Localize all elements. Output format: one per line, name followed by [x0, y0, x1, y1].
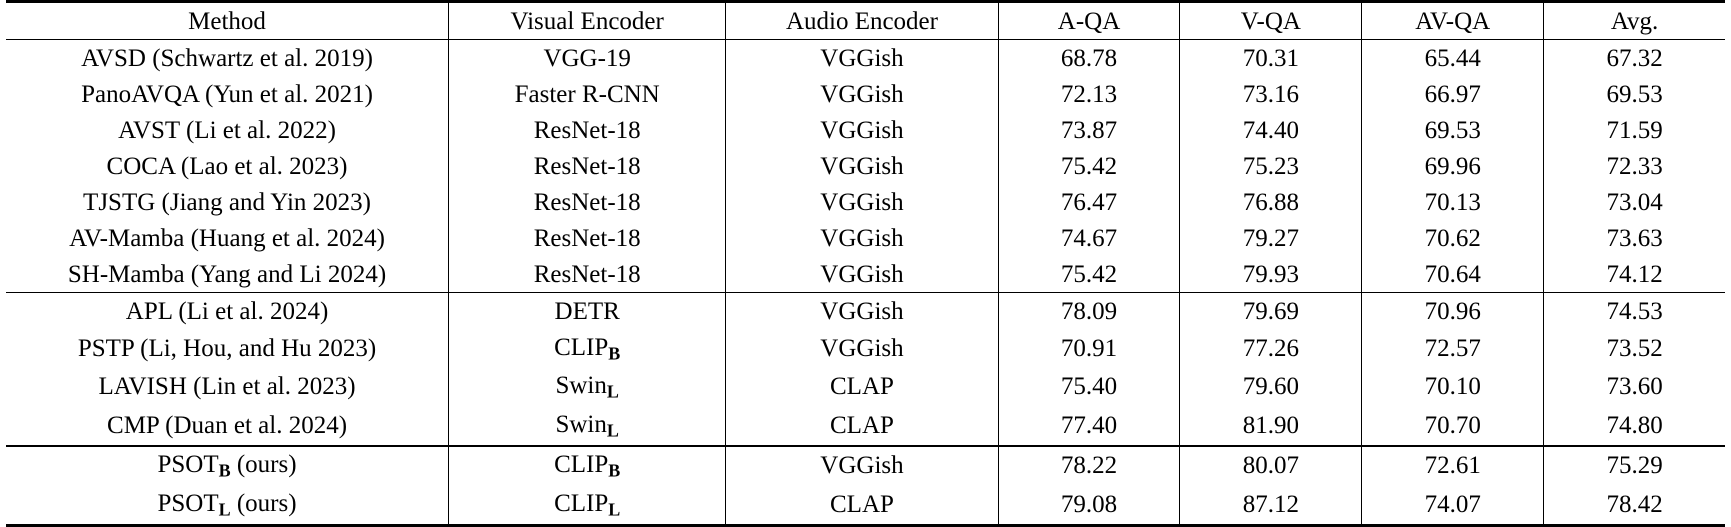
table-row: [6, 112, 1725, 148]
cell-audio-encoder: VGGish: [726, 184, 998, 220]
cell-av-qa: 74.07: [1362, 485, 1544, 525]
cell-a-qa: 68.78: [998, 40, 1180, 77]
cell-av-qa: 70.62: [1362, 220, 1544, 256]
cell-audio-encoder: CLAP: [726, 406, 998, 446]
cell-av-qa: 69.53: [1362, 112, 1544, 148]
cell-av-qa: 72.61: [1362, 446, 1544, 486]
cell-v-qa: 79.60: [1180, 368, 1362, 407]
column-header-av-qa: AV-QA: [1362, 2, 1544, 40]
cell-a-qa: 75.42: [998, 256, 1180, 293]
cell-avg: 69.53: [1606, 80, 1663, 108]
cell-method: PanoAVQA (Yun et al. 2021): [6, 76, 449, 112]
cell-method: PSTP (Li, Hou, and Hu 2023): [6, 329, 449, 368]
cell-audio-encoder: VGGish: [726, 329, 998, 368]
cell-v-qa: 70.31: [1180, 40, 1362, 77]
cell-method: COCA (Lao et al. 2023): [6, 148, 449, 184]
cell-audio-encoder: VGGish: [726, 293, 998, 330]
cell-av-qa: 70.13: [1362, 184, 1544, 220]
cell-v-qa: 74.40: [1180, 112, 1362, 148]
cell-audio-encoder: VGGish: [726, 76, 998, 112]
cell-avg: 73.60: [1606, 373, 1663, 401]
cell-audio-encoder: CLAP: [726, 485, 998, 525]
cell-method: CMP (Duan et al. 2024): [6, 406, 449, 446]
cell-a-qa: 78.22: [998, 446, 1180, 486]
table-row: [6, 368, 1725, 407]
column-header-method: Method: [6, 2, 449, 40]
table-row: [6, 40, 1725, 77]
table-row: [6, 329, 1725, 368]
cell-av-qa: 70.10: [1362, 368, 1544, 407]
cell-audio-encoder: CLAP: [726, 368, 998, 407]
cell-a-qa: 72.13: [998, 76, 1180, 112]
cell-visual-encoder: $CLIP_L$: [449, 485, 726, 525]
cell-av-qa: 65.44: [1362, 40, 1544, 77]
cell-avg: 74.12: [1606, 260, 1663, 288]
table-header-row: [6, 2, 1725, 40]
cell-visual-encoder: ResNet-18: [449, 256, 726, 293]
cell-v-qa: 79.69: [1180, 293, 1362, 330]
table-row: [6, 485, 1725, 525]
cell-avg: 71.59: [1606, 116, 1663, 144]
cell-audio-encoder: VGGish: [726, 446, 998, 486]
table-row: [6, 184, 1725, 220]
cell-av-qa: 69.96: [1362, 148, 1544, 184]
cell-a-qa: 78.09: [998, 293, 1180, 330]
results-table: [6, 0, 1725, 527]
cell-visual-encoder: Faster R-CNN: [449, 76, 726, 112]
cell-v-qa: 79.27: [1180, 220, 1362, 256]
cell-v-qa: 77.26: [1180, 329, 1362, 368]
cell-avg: 67.32: [1544, 40, 1725, 77]
cell-a-qa: 76.47: [998, 184, 1180, 220]
cell-a-qa: 75.42: [998, 148, 1180, 184]
cell-av-qa: 70.70: [1362, 406, 1544, 446]
cell-visual-encoder: ResNet-18: [449, 112, 726, 148]
cell-visual-encoder: DETR: [449, 293, 726, 330]
cell-audio-encoder: VGGish: [726, 220, 998, 256]
cell-visual-encoder: ResNet-18: [449, 184, 726, 220]
table-row: [6, 76, 1725, 112]
cell-visual-encoder: $CLIP_B$: [449, 446, 726, 486]
cell-audio-encoder: VGGish: [726, 256, 998, 293]
cell-av-qa: 70.96: [1362, 293, 1544, 330]
cell-avg: 72.33: [1606, 152, 1663, 180]
cell-avg: 78.42: [1544, 485, 1725, 525]
column-header-avg: Avg.: [1544, 2, 1725, 40]
column-header-a-qa: A-QA: [998, 2, 1180, 40]
cell-method: $PSOT_L$ (ours): [6, 485, 449, 525]
cell-method: AVST (Li et al. 2022): [6, 112, 449, 148]
cell-a-qa: 79.08: [998, 485, 1180, 525]
cell-avg: 73.63: [1606, 224, 1663, 252]
cell-visual-encoder: VGG-19: [449, 40, 726, 77]
cell-avg: 75.29: [1544, 446, 1725, 486]
cell-v-qa: 76.88: [1180, 184, 1362, 220]
table-head: [6, 2, 1725, 40]
cell-av-qa: 72.57: [1362, 329, 1544, 368]
cell-a-qa: 74.67: [998, 220, 1180, 256]
cell-visual-encoder: $CLIP_B$: [449, 329, 726, 368]
cell-visual-encoder: ResNet-18: [449, 220, 726, 256]
column-header-audio-encoder: Audio Encoder: [726, 2, 998, 40]
cell-av-qa: 70.64: [1362, 256, 1544, 293]
cell-v-qa: 81.90: [1180, 406, 1362, 446]
cell-av-qa: 66.97: [1362, 76, 1544, 112]
cell-audio-encoder: VGGish: [726, 40, 998, 77]
cell-avg: 74.53: [1544, 293, 1725, 330]
cell-v-qa: 75.23: [1180, 148, 1362, 184]
table-row: [6, 293, 1725, 330]
cell-method: APL (Li et al. 2024): [6, 293, 449, 330]
table-body: [6, 40, 1725, 526]
cell-method: SH-Mamba (Yang and Li 2024): [6, 256, 449, 293]
cell-avg: 73.52: [1606, 334, 1663, 362]
column-header-v-qa: V-QA: [1180, 2, 1362, 40]
cell-avg: 73.04: [1606, 188, 1663, 216]
cell-visual-encoder: ResNet-18: [449, 148, 726, 184]
cell-avg: 74.80: [1606, 411, 1663, 439]
cell-audio-encoder: VGGish: [726, 112, 998, 148]
column-header-visual-encoder: Visual Encoder: [449, 2, 726, 40]
table-row: [6, 256, 1725, 293]
cell-audio-encoder: VGGish: [726, 148, 998, 184]
cell-visual-encoder: Swin$_L$: [449, 406, 726, 446]
table-row: [6, 148, 1725, 184]
cell-v-qa: 80.07: [1180, 446, 1362, 486]
cell-v-qa: 79.93: [1180, 256, 1362, 293]
cell-method: LAVISH (Lin et al. 2023): [6, 368, 449, 407]
cell-method: AVSD (Schwartz et al. 2019): [6, 40, 449, 77]
cell-method: TJSTG (Jiang and Yin 2023): [6, 184, 449, 220]
cell-method: $PSOT_B$ (ours): [6, 446, 449, 486]
table-row: [6, 220, 1725, 256]
cell-visual-encoder: Swin$_L$: [449, 368, 726, 407]
cell-a-qa: 70.91: [998, 329, 1180, 368]
cell-a-qa: 75.40: [998, 368, 1180, 407]
cell-a-qa: 77.40: [998, 406, 1180, 446]
cell-a-qa: 73.87: [998, 112, 1180, 148]
table-row: [6, 406, 1725, 446]
table-row: [6, 446, 1725, 486]
cell-v-qa: 87.12: [1180, 485, 1362, 525]
cell-v-qa: 73.16: [1180, 76, 1362, 112]
cell-method: AV-Mamba (Huang et al. 2024): [6, 220, 449, 256]
